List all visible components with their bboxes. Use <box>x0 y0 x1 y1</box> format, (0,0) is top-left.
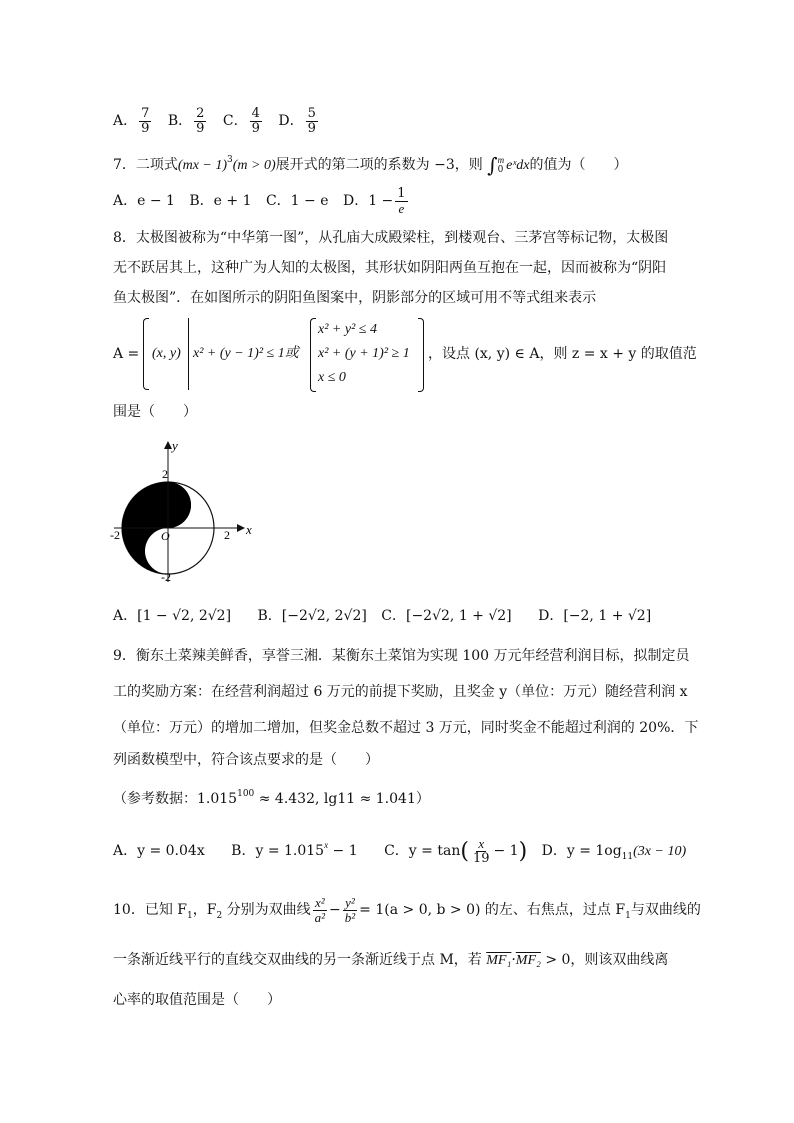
q9-option-d: D．$y = 1og_{11}(3x - 10)$ <box>541 843 687 862</box>
q9-options <box>113 826 686 876</box>
left-brace <box>143 318 149 390</box>
system-ineq-2: x² + (y + 1)² ≥ 1 <box>318 346 410 361</box>
q8-line-5: 围是（ ） <box>113 404 197 420</box>
set-prefix: A = <box>113 346 140 362</box>
q6-option-d-label: D． <box>278 113 304 129</box>
set-divider <box>188 318 189 390</box>
q8-options <box>113 606 651 626</box>
q7-stem: 7．二项式(mx − 1)$^3$(m > 0)展开式的第二项的系数为 −3，则 ∫ m 0 eˣdx的值为（ ） <box>113 153 628 177</box>
q8-line-2: 无不跃居其上，这种广为人知的太极图，其形状如阴阳两鱼互抱在一起，因而被称为“阴阳 <box>113 260 667 276</box>
x-axis-label: x <box>246 522 252 537</box>
set-suffix: ，设点 (x, y) ∈ A，则 z = x + y 的取值范 <box>428 346 697 362</box>
tick-x-neg: -2 <box>110 528 120 542</box>
taiji-figure <box>110 436 260 586</box>
q10-line-2: 一条渐近线平行的直线交双曲线的另一条渐近线于点 M，若 MF₁·MF₂ > 0，则该双曲线离 <box>113 952 669 968</box>
q8-line-1: 8．太极图被称为“中华第一图”，从孔庙大成殿梁柱，到楼观台、三茅宫等标记物，太极图 <box>113 230 669 246</box>
vector-mf1: MF₁ <box>486 953 512 968</box>
integral-limits: m 0 <box>497 155 505 175</box>
integral-sign: ∫ <box>487 153 498 177</box>
q7-option-d: D．1 − <box>342 193 394 209</box>
system-ineq-3: x ≤ 0 <box>318 370 346 385</box>
q9-option-b: B．$y = 1.015^x - 1$ <box>231 840 358 859</box>
q6-option-c-label: C． <box>222 113 248 129</box>
right-brace <box>418 318 424 392</box>
q9-line-2: 工的奖励方案：在经营利润超过 6 万元的前提下奖励，且奖金 y（单位：万元）随经营利润 x <box>113 684 688 700</box>
q7-option-b: B．e + 1 <box>189 193 252 209</box>
q6-option-c-fraction: $\frac{4}{9}$ <box>251 105 260 136</box>
q6-option-d-fraction: $\frac{5}{9}$ <box>307 105 316 136</box>
q7-options <box>113 184 410 218</box>
q6-option-a-label: A． <box>113 113 138 129</box>
q7-option-c: C．1 − e <box>265 193 329 209</box>
q6-option-a-fraction: $\frac{7}{9}$ <box>141 105 150 136</box>
system-ineq-1: x² + y² ≤ 4 <box>318 322 377 337</box>
q7-option-d-fraction: $\frac{1}{e}$ <box>397 185 406 216</box>
q8-option-c: C．[−2√2, 1 + √2] <box>381 608 512 624</box>
vector-mf2: MF₂ <box>515 953 541 968</box>
q8-option-b: B．[−2√2, 2√2] <box>257 608 367 624</box>
q10-line-1: 10．已知 $F_1$，$F_2$ 分别为双曲线 $\frac{\text{x²}}{\text{a²}}$ − $\frac{\text{y²}}{\text{b²}}$ = 1(a > 0, b > 0) 的左、右焦点，过点 $F_1$与双曲线的 <box>113 894 701 925</box>
q9-line-3: （单位：万元）的增加二增加，但奖金总数不超过 3 万元，同时奖金不能超过利润的 20%．下 <box>113 720 699 736</box>
q9-option-c: C．y = tan( $\frac{x}{19}$ − 1) <box>384 835 528 866</box>
tick-y-pos: 2 <box>162 467 168 481</box>
set-variable: (x, y) <box>152 346 181 361</box>
y-axis-label: y <box>172 438 178 453</box>
tick-x-pos: 2 <box>224 528 230 542</box>
q6-options <box>113 104 320 138</box>
set-condition-1: x² + (y − 1)² ≤ 1或 <box>193 346 299 361</box>
q9-option-a: A．y = 0.04x <box>113 843 205 859</box>
q9-reference-data: （参考数据：$1.015^{100} \approx 4.432$, lg11 ≈ 1.041） <box>113 789 430 807</box>
q7-option-a: A．e − 1 <box>113 193 175 209</box>
q8-option-a: A．[1 − √2, 2√2] <box>113 608 232 624</box>
q8-option-d: D．[−2, 1 + √2] <box>538 608 652 624</box>
q10-line-3: 心率的取值范围是（ ） <box>113 992 281 1008</box>
q8-line-3: 鱼太极图”．在如图所示的阴阳鱼图案中，阴影部分的区域可用不等式组来表示 <box>113 290 597 306</box>
tick-y-neg: -2 <box>161 570 171 584</box>
q9-line-1: 9．衡东土菜辣美鲜香，享誉三湘．某衡东土菜馆为实现 100 万元年经营利润目标，拟制定员 <box>113 648 690 664</box>
origin-label: O <box>161 529 170 543</box>
system-brace <box>310 318 316 392</box>
q6-option-b-fraction: $\frac{2}{9}$ <box>196 105 205 136</box>
q6-option-b-label: B． <box>167 113 193 129</box>
q9-line-4: 列函数模型中，符合该点要求的是（ ） <box>113 752 379 768</box>
